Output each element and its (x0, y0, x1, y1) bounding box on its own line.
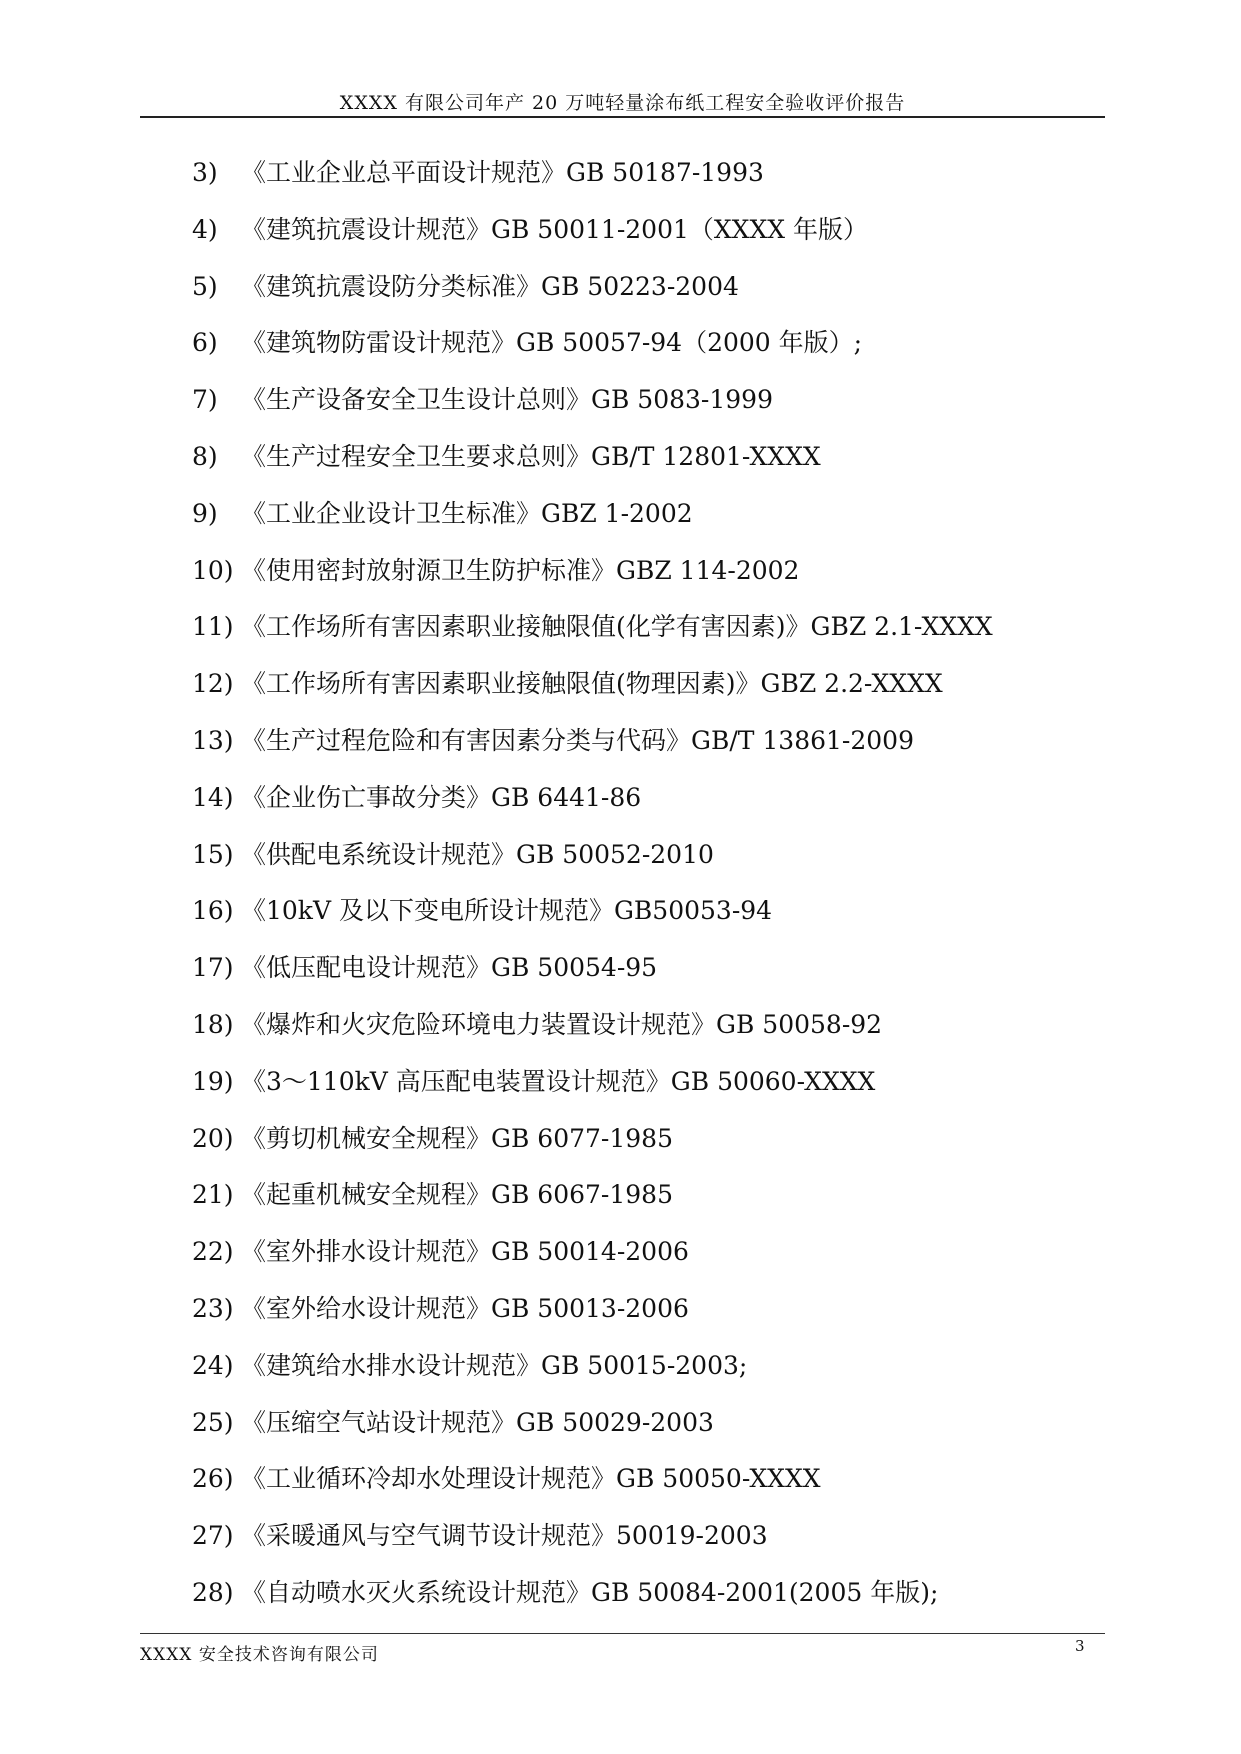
list-item (192, 827, 1142, 884)
list-item-number: 22) (192, 1237, 234, 1267)
list-item (192, 1224, 1142, 1281)
list-item-number: 18) (192, 1009, 234, 1039)
list-item (192, 1054, 1142, 1111)
list-item (192, 1508, 1142, 1565)
list-item-text: 《压缩空气站设计规范》GB 50029-2003 (241, 1407, 714, 1437)
standards-reference-list (192, 145, 1142, 1622)
list-item-number: 13) (192, 725, 234, 755)
list-item-text: 《10kV 及以下变电所设计规范》GB50053-94 (241, 896, 773, 926)
list-item (192, 202, 1142, 259)
list-item (192, 145, 1142, 202)
list-item-text: 《自动喷水灭火系统设计规范》GB 50084-2001(2005 年版); (241, 1577, 939, 1607)
list-item-number: 14) (192, 782, 234, 812)
list-item-number: 16) (192, 896, 234, 926)
list-item (192, 940, 1142, 997)
list-item (192, 883, 1142, 940)
list-item-number: 26) (192, 1464, 234, 1494)
page-number: 3 (1075, 1637, 1085, 1655)
list-item-number: 7) (192, 385, 218, 415)
header-divider (140, 116, 1105, 118)
list-item-text: 《3～110kV 高压配电装置设计规范》GB 50060-XXXX (241, 1066, 876, 1096)
list-item-number: 8) (192, 441, 218, 471)
list-item-number: 21) (192, 1180, 234, 1210)
list-item-text: 《低压配电设计规范》GB 50054-95 (241, 953, 658, 983)
list-item-text: 《采暖通风与空气调节设计规范》50019-2003 (241, 1521, 768, 1551)
list-item-text: 《使用密封放射源卫生防护标准》GBZ 114-2002 (241, 555, 800, 585)
list-item-text: 《建筑抗震设计规范》GB 50011-2001（XXXX 年版） (241, 214, 869, 244)
list-item (192, 543, 1142, 600)
list-item (192, 1395, 1142, 1452)
list-item-number: 9) (192, 498, 218, 528)
list-item (192, 486, 1142, 543)
list-item-number: 19) (192, 1066, 234, 1096)
list-item-text: 《爆炸和火灾危险环境电力装置设计规范》GB 50058-92 (241, 1009, 883, 1039)
list-item-text: 《工业循环冷却水处理设计规范》GB 50050-XXXX (241, 1464, 821, 1494)
list-item-text: 《工作场所有害因素职业接触限值(物理因素)》GBZ 2.2-XXXX (241, 669, 943, 699)
list-item-number: 11) (192, 612, 234, 642)
list-item (192, 1338, 1142, 1395)
list-item (192, 1451, 1142, 1508)
list-item (192, 429, 1142, 486)
list-item-text: 《建筑物防雷设计规范》GB 50057-94（2000 年版）; (241, 328, 863, 358)
list-item (192, 713, 1142, 770)
list-item-text: 《供配电系统设计规范》GB 50052-2010 (241, 839, 714, 869)
footer-company-name: XXXX 安全技术咨询有限公司 (140, 1645, 379, 1665)
list-item-text: 《工作场所有害因素职业接触限值(化学有害因素)》GBZ 2.1-XXXX (241, 612, 993, 642)
list-item-number: 10) (192, 555, 234, 585)
list-item (192, 1111, 1142, 1168)
list-item-text: 《建筑抗震设防分类标准》GB 50223-2004 (241, 271, 739, 301)
footer-divider (140, 1633, 1105, 1634)
list-item-text: 《起重机械安全规程》GB 6067-1985 (241, 1180, 673, 1210)
list-item-number: 12) (192, 669, 234, 699)
list-item (192, 1565, 1142, 1622)
list-item-number: 23) (192, 1293, 234, 1323)
list-item-text: 《建筑给水排水设计规范》GB 50015-2003; (241, 1350, 748, 1380)
list-item-number: 28) (192, 1577, 234, 1607)
list-item-number: 3) (192, 158, 218, 187)
list-item-text: 《工业企业设计卫生标准》GBZ 1-2002 (241, 498, 693, 528)
list-item (192, 315, 1142, 372)
list-item (192, 1167, 1142, 1224)
list-item (192, 770, 1142, 827)
list-item-number: 6) (192, 328, 218, 358)
list-item-text: 《室外排水设计规范》GB 50014-2006 (241, 1237, 689, 1267)
list-item-text: 《剪切机械安全规程》GB 6077-1985 (241, 1123, 673, 1153)
list-item-text: 《生产过程安全卫生要求总则》GB/T 12801-XXXX (241, 441, 821, 471)
list-item-text: 《室外给水设计规范》GB 50013-2006 (241, 1293, 689, 1323)
list-item-number: 5) (192, 271, 218, 301)
list-item (192, 372, 1142, 429)
list-item (192, 599, 1142, 656)
list-item-number: 25) (192, 1407, 234, 1437)
list-item-number: 20) (192, 1123, 234, 1153)
list-item-text: 《工业企业总平面设计规范》GB 50187-1993 (241, 158, 764, 187)
list-item (192, 997, 1142, 1054)
list-item-number: 24) (192, 1350, 234, 1380)
list-item (192, 259, 1142, 316)
list-item-number: 15) (192, 839, 234, 869)
page-header-title: XXXX 有限公司年产 20 万吨轻量涂布纸工程安全验收评价报告 (339, 92, 906, 114)
list-item (192, 656, 1142, 713)
list-item-number: 4) (192, 214, 218, 244)
list-item-number: 17) (192, 953, 234, 983)
list-item-text: 《生产过程危险和有害因素分类与代码》GB/T 13861-2009 (241, 725, 914, 755)
list-item (192, 1281, 1142, 1338)
list-item-number: 27) (192, 1521, 234, 1551)
list-item-text: 《生产设备安全卫生设计总则》GB 5083-1999 (241, 385, 773, 415)
list-item-text: 《企业伤亡事故分类》GB 6441-86 (241, 782, 642, 812)
